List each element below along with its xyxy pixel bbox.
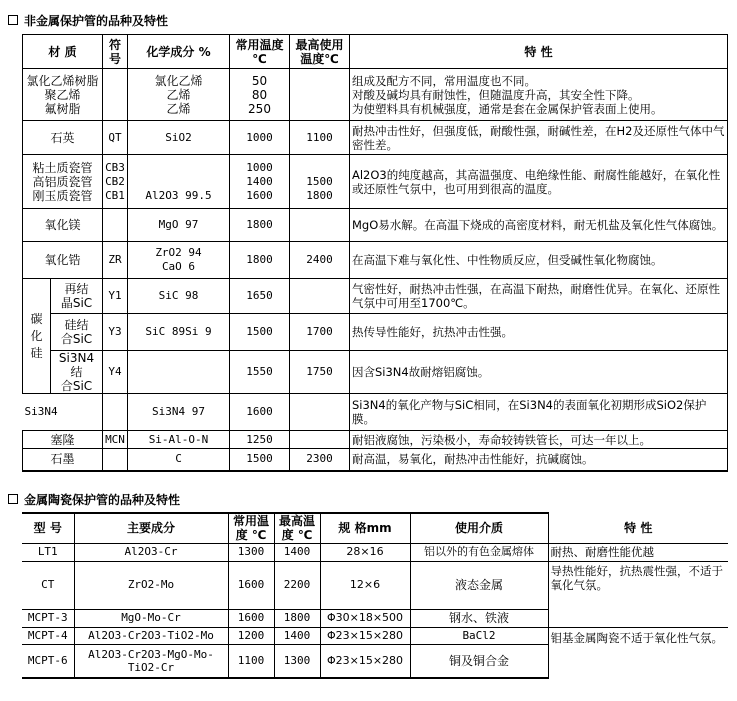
table-row (23, 351, 728, 394)
material-cell: 石英 (23, 121, 103, 155)
table-row (23, 69, 728, 121)
max-temp-cell (290, 279, 350, 314)
table-row (23, 121, 728, 155)
model-cell: LT1 (22, 543, 74, 561)
header-material: 材 质 (23, 35, 103, 69)
composition-cell: Si-Al-O-N (128, 431, 230, 449)
sic-group-label: 碳 化 硅 (23, 279, 51, 394)
composition-cell: MgO 97 (128, 209, 230, 242)
max-temp-cell: 2400 (290, 242, 350, 279)
material-cell: 氯化乙烯树脂 聚乙烯 氟树脂 (23, 69, 103, 121)
normal-temp-cell: 1650 (230, 279, 290, 314)
normal-temp-cell: 1300 (228, 543, 274, 561)
size-cell: Φ23×15×280 (320, 644, 410, 678)
max-temp-cell: 1500 1800 (290, 155, 350, 209)
max-temp-cell (290, 431, 350, 449)
max-temp-cell (290, 394, 350, 431)
table-row (22, 561, 728, 609)
header-model: 型 号 (22, 513, 74, 543)
properties-cell: 组成及配方不同，常用温度也不同。 对酸及碱均具有耐蚀性，但随温度升高，其安全性下降。 为使塑料具有机械强度，通常是套在金属保护管表面上使用。 (350, 69, 728, 121)
symbol-cell: Y3 (103, 314, 128, 351)
composition-cell: ZrO2-Mo (74, 561, 228, 609)
nonmetal-tube-table (22, 34, 728, 472)
size-cell: 28×16 (320, 543, 410, 561)
size-cell: Φ30×18×500 (320, 609, 410, 627)
composition-cell (128, 351, 230, 394)
properties-cell: 热传导性能好，抗热冲击性强。 (350, 314, 728, 351)
section2-title: 金属陶瓷保护管的品种及特性 (8, 491, 180, 508)
properties-cell: 耐铝液腐蚀，污染极小，寿命较铸铁管长，可达一年以上。 (350, 431, 728, 449)
symbol-cell: Y4 (103, 351, 128, 394)
header-symbol: 符号 (103, 35, 128, 69)
properties-cell: 因含Si3N4故耐熔铝腐蚀。 (350, 351, 728, 394)
properties-cell: Si3N4的氧化产物与SiC相同，在Si3N4的表面氧化初期形成SiO2保护膜。 (350, 394, 728, 431)
material-cell: 氧化镁 (23, 209, 103, 242)
medium-cell: 铜及铜合金 (410, 644, 548, 678)
normal-temp-cell: 1100 (228, 644, 274, 678)
max-temp-cell: 1300 (274, 644, 320, 678)
max-temp-cell: 1750 (290, 351, 350, 394)
table-row (23, 155, 728, 209)
composition-cell: Al2O3-Cr (74, 543, 228, 561)
material-cell: 粘土质瓷管 高铝质瓷管 刚玉质瓷管 (23, 155, 103, 209)
header-normal-temp: 常用温 度 ℃ (228, 513, 274, 543)
header-properties: 特 性 (548, 513, 728, 543)
table-row (23, 242, 728, 279)
max-temp-cell (290, 209, 350, 242)
normal-temp-cell: 1250 (230, 431, 290, 449)
table-header-row (22, 513, 728, 543)
symbol-cell: Y1 (103, 279, 128, 314)
medium-cell: 液态金属 (410, 561, 548, 609)
max-temp-cell: 1700 (290, 314, 350, 351)
max-temp-cell: 1400 (274, 543, 320, 561)
max-temp-cell: 1800 (274, 609, 320, 627)
model-cell: CT (22, 561, 74, 609)
table-row (23, 394, 728, 431)
table-row (22, 627, 728, 644)
symbol-cell (103, 69, 128, 121)
cermet-tube-table (22, 512, 728, 679)
composition-cell: 氯化乙烯 乙烯 乙烯 (128, 69, 230, 121)
composition-cell: SiC 89Si 9 (128, 314, 230, 351)
header-properties: 特 性 (350, 35, 728, 69)
normal-temp-cell: 1600 (228, 609, 274, 627)
checkbox-square-icon (8, 494, 18, 504)
size-cell: 12×6 (320, 561, 410, 609)
normal-temp-cell: 1000 1400 1600 (230, 155, 290, 209)
medium-cell: BaCl2 (410, 627, 548, 644)
composition-cell: ZrO2 94 CaO 6 (128, 242, 230, 279)
symbol-cell (103, 449, 128, 471)
symbol-cell (103, 209, 128, 242)
max-temp-cell: 2300 (290, 449, 350, 471)
material-cell: 塞隆 (23, 431, 103, 449)
symbol-cell: CB3 CB2 CB1 (103, 155, 128, 209)
table-row (23, 279, 728, 314)
material-cell: 石墨 (23, 449, 103, 471)
model-cell: MCPT-3 (22, 609, 74, 627)
table-row (22, 543, 728, 561)
normal-temp-cell: 1600 (228, 561, 274, 609)
composition-cell: Si3N4 97 (128, 394, 230, 431)
symbol-cell: ZR (103, 242, 128, 279)
properties-cell: 耐热冲击性好，但强度低，耐酸性强，耐碱性差，在H2及还原性气体中气密性差。 (350, 121, 728, 155)
material-cell: Si3N4结 合SiC (51, 351, 103, 394)
header-composition: 化学成分 % (128, 35, 230, 69)
header-size: 规 格mm (320, 513, 410, 543)
table-row (23, 449, 728, 471)
normal-temp-cell: 1200 (228, 627, 274, 644)
model-cell: MCPT-6 (22, 644, 74, 678)
composition-cell: C (128, 449, 230, 471)
header-composition: 主要成分 (74, 513, 228, 543)
normal-temp-cell: 1800 (230, 242, 290, 279)
properties-cell: 在高温下难与氧化性、中性物质反应，但受碱性氧化物腐蚀。 (350, 242, 728, 279)
properties-cell: 钼基金属陶瓷不适于氧化性气氛。 (548, 627, 728, 678)
properties-cell: 气密性好，耐热冲击性强，在高温下耐热，耐磨性优异。在氧化、还原性气氛中可用至1700℃。 (350, 279, 728, 314)
checkbox-square-icon (8, 15, 18, 25)
material-cell: Si3N4 (24, 405, 58, 418)
composition-cell: SiC 98 (128, 279, 230, 314)
material-cell: 硅结 合SiC (51, 314, 103, 351)
normal-temp-cell: 50 80 250 (230, 69, 290, 121)
properties-cell: 耐高温，易氧化，耐热冲击性能好，抗碱腐蚀。 (350, 449, 728, 471)
composition-cell: Al2O3-Cr2O3-TiO2-Mo (74, 627, 228, 644)
model-cell: MCPT-4 (22, 627, 74, 644)
properties-cell: 导热性能好，抗热震性强，不适于氧化气氛。 (548, 561, 728, 627)
properties-cell: 耐热、耐磨性能优越 (548, 543, 728, 561)
size-cell: Φ23×15×280 (320, 627, 410, 644)
max-temp-cell: 1100 (290, 121, 350, 155)
symbol-cell: QT (103, 121, 128, 155)
normal-temp-cell: 1600 (230, 394, 290, 431)
header-max-temp: 最高使用 温度℃ (290, 35, 350, 69)
medium-cell: 钢水、铁液 (410, 609, 548, 627)
section1-title: 非金属保护管的品种及特性 (8, 12, 168, 29)
material-cell: 氧化锆 (23, 242, 103, 279)
normal-temp-cell: 1800 (230, 209, 290, 242)
composition-cell: Al2O3-Cr2O3-MgO-Mo- TiO2-Cr (74, 644, 228, 678)
properties-cell: Al2O3的纯度越高，其高温强度、电绝缘性能、耐腐性能越好，在氧化性或还原性气氛中，也可用到很高的温度。 (350, 155, 728, 209)
composition-cell: MgO-Mo-Cr (74, 609, 228, 627)
medium-cell: 铝以外的有色金属熔体 (410, 543, 548, 561)
normal-temp-cell: 1000 (230, 121, 290, 155)
symbol-cell: MCN (103, 431, 128, 449)
table-row (23, 314, 728, 351)
table-row (23, 209, 728, 242)
composition-cell: SiO2 (128, 121, 230, 155)
table-header-row (23, 35, 728, 69)
normal-temp-cell: 1500 (230, 314, 290, 351)
header-normal-temp: 常用温度 ℃ (230, 35, 290, 69)
header-max-temp: 最高温 度 ℃ (274, 513, 320, 543)
normal-temp-cell: 1550 (230, 351, 290, 394)
material-cell: 再结 晶SiC (51, 279, 103, 314)
max-temp-cell: 1400 (274, 627, 320, 644)
composition-cell: Al2O3 99.5 (128, 155, 230, 209)
table-row (23, 431, 728, 449)
symbol-cell (103, 394, 128, 431)
properties-cell: MgO易水解。在高温下烧成的高密度材料，耐无机盐及氧化性气体腐蚀。 (350, 209, 728, 242)
normal-temp-cell: 1500 (230, 449, 290, 471)
max-temp-cell: 2200 (274, 561, 320, 609)
header-medium: 使用介质 (410, 513, 548, 543)
max-temp-cell (290, 69, 350, 121)
